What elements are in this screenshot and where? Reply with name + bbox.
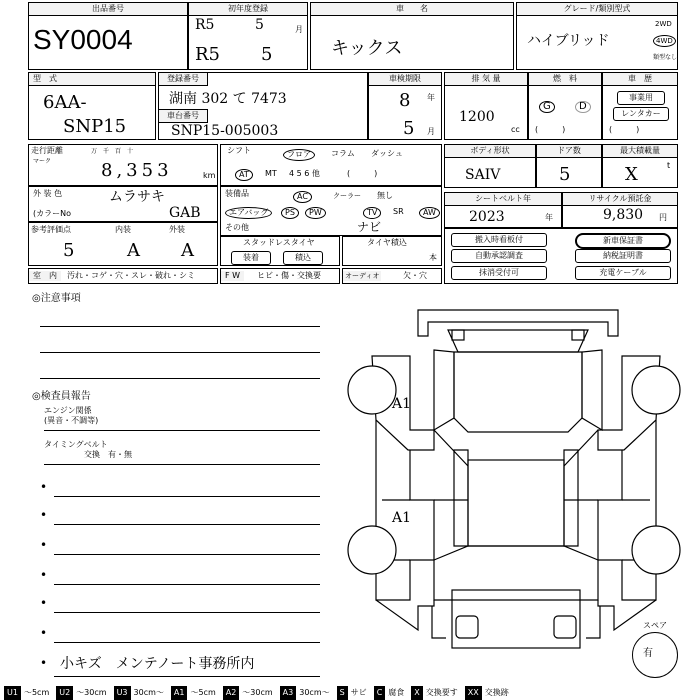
shift-box bbox=[220, 144, 442, 186]
model-line2: SNP15 bbox=[63, 116, 127, 137]
recycle-box bbox=[562, 192, 678, 228]
grade-label: グレード/類別型式 bbox=[517, 3, 677, 16]
model-line1: 6AA- bbox=[43, 92, 87, 113]
registration-number-label: 登録番号 bbox=[159, 73, 208, 86]
first-registration-month-unit: 月 bbox=[295, 25, 303, 34]
legend-meaning: サビ bbox=[350, 688, 367, 697]
notes-line bbox=[40, 326, 320, 327]
report-bullet: • bbox=[40, 626, 48, 640]
spare-tire-badge bbox=[632, 621, 678, 678]
first-registration-era: R5 bbox=[195, 17, 215, 33]
color-code-value: GAB bbox=[169, 205, 201, 221]
report-line bbox=[54, 496, 320, 497]
history-business-option: 事業用 bbox=[617, 91, 665, 105]
doc-item-cancel: 抹消受付可 bbox=[451, 266, 547, 280]
color-box bbox=[28, 186, 218, 222]
recycle-value: 9,830 bbox=[603, 207, 644, 223]
fw-label: F W bbox=[221, 271, 244, 281]
doors-box bbox=[536, 144, 602, 188]
equipment-label: 装備品 bbox=[225, 189, 249, 198]
legend-meaning: 交換要す bbox=[425, 688, 458, 697]
studless-loaded-option: 積込 bbox=[283, 251, 323, 265]
equipment-ps-option: PS bbox=[281, 207, 299, 219]
timing-belt-sub-label: 交換 有・無 bbox=[84, 450, 132, 459]
displacement-unit: cc bbox=[511, 125, 520, 134]
seatbelt-value: 2023 bbox=[469, 209, 505, 225]
tire-load-box bbox=[342, 236, 442, 266]
studless-installed-option: 装着 bbox=[231, 251, 271, 265]
history-other: ( ) bbox=[609, 125, 640, 134]
fw-text: ヒビ・傷・交換要 bbox=[257, 271, 321, 280]
audio-box bbox=[342, 268, 442, 284]
damage-mark-front-door: A1 bbox=[392, 396, 412, 412]
report-line bbox=[54, 612, 320, 613]
grade-none-option: 類型なし bbox=[653, 54, 678, 61]
inspector-title: ◎検査員報告 bbox=[32, 391, 91, 402]
legend-code: U1 bbox=[4, 686, 21, 700]
car-diagram bbox=[336, 300, 696, 680]
legend-code: S bbox=[337, 686, 348, 700]
model-box bbox=[28, 72, 156, 140]
mileage-mark-label: マーク bbox=[33, 158, 52, 165]
first-registration-month: 5 bbox=[261, 44, 273, 65]
color-code-label: (カラーNo bbox=[33, 209, 71, 218]
report-bullet: • bbox=[40, 480, 48, 494]
exterior-score-value: A bbox=[181, 240, 194, 261]
shift-column-option: コラム bbox=[331, 149, 355, 158]
equipment-other-label: その他 bbox=[225, 223, 249, 232]
model-label: 型 式 bbox=[29, 73, 155, 86]
shift-label: シフト bbox=[227, 146, 251, 155]
grade-box bbox=[516, 2, 678, 70]
legend-code: U2 bbox=[56, 686, 73, 700]
body-shape-label: ボディ形状 bbox=[445, 145, 535, 158]
legend-code: A2 bbox=[223, 686, 240, 700]
timing-line bbox=[44, 464, 320, 465]
doors-label: ドア数 bbox=[537, 145, 601, 158]
shift-gears-option: 4 5 6 他 bbox=[289, 169, 320, 178]
car-name-label: 車 名 bbox=[311, 3, 513, 16]
equipment-ac-option: AC bbox=[293, 191, 312, 203]
equipment-cooler-option: クーラー bbox=[333, 192, 361, 200]
legend-meaning: 交換跡 bbox=[484, 688, 509, 697]
displacement-box bbox=[444, 72, 528, 140]
legend-meaning: 〜30cm bbox=[76, 688, 107, 697]
fuel-d-option: D bbox=[575, 101, 591, 113]
legend-code: U3 bbox=[114, 686, 131, 700]
engine-sub-label: (異音・不調等) bbox=[44, 416, 99, 425]
legend-code: XX bbox=[465, 686, 482, 700]
interior-condition-box bbox=[28, 268, 218, 284]
doc-item-warranty: 新車保証書 bbox=[575, 233, 671, 249]
equipment-box bbox=[220, 186, 442, 236]
fuel-other: ( ) bbox=[535, 125, 566, 134]
equipment-other-value: ナビ bbox=[357, 220, 382, 234]
equipment-pw-option: PW bbox=[305, 207, 326, 219]
legend-code: C bbox=[374, 686, 386, 700]
legend-meaning: 腐食 bbox=[388, 688, 405, 697]
score-value: 5 bbox=[63, 240, 75, 261]
fuel-label: 燃 料 bbox=[529, 73, 601, 86]
first-registration-month-hint: 5 bbox=[255, 17, 264, 33]
mileage-digits-header: 万 千 百 十 bbox=[91, 148, 134, 155]
chassis-number-label: 車台番号 bbox=[159, 109, 208, 123]
notes-title: ◎注意事項 bbox=[32, 293, 81, 304]
displacement-value: 1200 bbox=[459, 109, 495, 125]
mileage-label: 走行距離 bbox=[31, 146, 63, 155]
legend-code: A1 bbox=[171, 686, 188, 700]
capacity-label: 最大積載量 bbox=[603, 145, 677, 158]
history-label: 車 歴 bbox=[603, 73, 677, 86]
first-registration-label: 初年度登録 bbox=[189, 3, 307, 16]
interior-score-label: 内装 bbox=[115, 225, 131, 234]
legend-code: A3 bbox=[280, 686, 297, 700]
recycle-unit: 円 bbox=[659, 213, 667, 222]
capacity-box bbox=[602, 144, 678, 188]
report-line bbox=[54, 524, 320, 525]
documents-box bbox=[444, 228, 678, 284]
shift-at-option: AT bbox=[235, 169, 253, 181]
inspection-expiry-box bbox=[368, 72, 442, 140]
report-line bbox=[54, 554, 320, 555]
first-registration-box bbox=[188, 2, 308, 70]
report-bullet: • bbox=[40, 656, 48, 670]
report-line bbox=[54, 642, 320, 643]
interior-condition-label: 室 内 bbox=[29, 271, 61, 281]
mileage-value: 8,353 bbox=[101, 160, 173, 181]
legend-meaning: 〜5cm bbox=[23, 688, 50, 697]
capacity-unit: t bbox=[667, 161, 671, 170]
doc-item-board: 搬入時看板付 bbox=[451, 233, 547, 247]
report-bullet: • bbox=[40, 538, 48, 552]
capacity-value: X bbox=[625, 164, 638, 185]
score-box bbox=[28, 222, 218, 266]
doc-item-charge-cable: 充電ケーブル bbox=[575, 266, 671, 280]
inspection-expiry-label: 車検期限 bbox=[369, 73, 441, 86]
audio-text: 欠・穴 bbox=[403, 271, 427, 280]
lot-number-value: SY0004 bbox=[33, 24, 133, 55]
engine-label: エンジン関係 bbox=[44, 406, 92, 415]
interior-condition-text: 汚れ・コゲ・穴・スレ・破れ・シミ bbox=[67, 271, 195, 280]
shift-other: ( ) bbox=[347, 169, 378, 178]
history-box bbox=[602, 72, 678, 140]
doc-item-approval: 自動承認調査 bbox=[451, 249, 547, 263]
fw-box bbox=[220, 268, 340, 284]
shift-mt-option: MT bbox=[265, 169, 277, 178]
equipment-none-option: 無し bbox=[377, 191, 393, 200]
legend-code: X bbox=[411, 686, 422, 700]
report-bullet: • bbox=[40, 596, 48, 610]
doc-item-tax: 納税証明書 bbox=[575, 249, 671, 263]
damage-legend bbox=[0, 686, 700, 700]
report-line bbox=[54, 676, 320, 677]
inspection-expiry-year-unit: 年 bbox=[427, 93, 435, 102]
equipment-tv-option: TV bbox=[363, 207, 381, 219]
body-shape-value: SAIV bbox=[465, 167, 501, 183]
spare-tire-label: スペア bbox=[643, 621, 667, 630]
seatbelt-label: シートベルト年 bbox=[445, 193, 561, 206]
report-bullet: • bbox=[40, 568, 48, 582]
shift-floor-option: フロア bbox=[283, 149, 315, 161]
interior-score-value: A bbox=[127, 240, 140, 261]
timing-belt-label: タイミングベルト bbox=[44, 440, 108, 449]
doors-value: 5 bbox=[559, 164, 571, 185]
equipment-sr-option: SR bbox=[393, 207, 404, 216]
shift-dash-option: ダッシュ bbox=[371, 149, 403, 158]
lot-number-box bbox=[28, 2, 188, 70]
legend-meaning: 〜30cm bbox=[242, 688, 273, 697]
first-registration-year: R5 bbox=[195, 44, 221, 65]
inspection-expiry-month-unit: 月 bbox=[427, 127, 435, 136]
legend-meaning: 30cm〜 bbox=[133, 688, 164, 697]
lot-number-label: 出品番号 bbox=[29, 3, 187, 16]
damage-mark-rear-door: A1 bbox=[392, 510, 412, 526]
grade-2wd-option: 2WD bbox=[655, 20, 672, 28]
body-shape-box bbox=[444, 144, 536, 188]
inspection-expiry-month: 5 bbox=[403, 118, 415, 139]
color-value: ムラサキ bbox=[109, 189, 165, 205]
tire-load-label: タイヤ積込 bbox=[367, 238, 407, 247]
recycle-label: リサイクル預託金 bbox=[563, 193, 677, 206]
report-line bbox=[54, 584, 320, 585]
tire-load-unit: 本 bbox=[429, 253, 437, 262]
report-bullet: • bbox=[40, 508, 48, 522]
fuel-g-option: G bbox=[539, 101, 555, 113]
studless-box bbox=[220, 236, 340, 266]
mileage-unit: km bbox=[203, 171, 216, 180]
car-name-value: キックス bbox=[331, 38, 403, 59]
legend-meaning: 〜5cm bbox=[190, 688, 216, 697]
equipment-airbag-option: エアバッグ bbox=[225, 207, 272, 219]
score-label: 参考評価点 bbox=[31, 225, 71, 234]
seatbelt-unit: 年 bbox=[545, 213, 553, 222]
chassis-number-value: SNP15-005003 bbox=[171, 123, 279, 139]
notes-line bbox=[40, 378, 320, 379]
engine-line bbox=[44, 430, 320, 431]
inspection-expiry-year: 8 bbox=[399, 90, 411, 111]
fuel-box bbox=[528, 72, 602, 140]
mileage-box bbox=[28, 144, 218, 186]
registration-box bbox=[158, 72, 368, 140]
car-name-box bbox=[310, 2, 514, 70]
displacement-label: 排 気 量 bbox=[445, 73, 527, 86]
equipment-aw-option: AW bbox=[419, 207, 440, 219]
exterior-score-label: 外装 bbox=[169, 225, 185, 234]
seatbelt-box bbox=[444, 192, 562, 228]
color-label: 外 装 色 bbox=[33, 189, 63, 198]
grade-4wd-option: 4WD bbox=[653, 35, 676, 47]
legend-meaning: 30cm〜 bbox=[299, 688, 330, 697]
grade-value: ハイブリッド bbox=[527, 33, 610, 49]
history-rental-option: レンタカー bbox=[613, 107, 669, 121]
audio-label: オーディオ bbox=[345, 272, 380, 280]
registration-number-value: 湖南 302 て 7473 bbox=[169, 91, 287, 107]
spare-tire-value: 有 bbox=[643, 648, 653, 659]
studless-label: スタッドレスタイヤ bbox=[243, 238, 315, 247]
report-handwritten-note: 小キズ メンテノート事務所内 bbox=[60, 656, 255, 672]
notes-line bbox=[40, 352, 320, 353]
